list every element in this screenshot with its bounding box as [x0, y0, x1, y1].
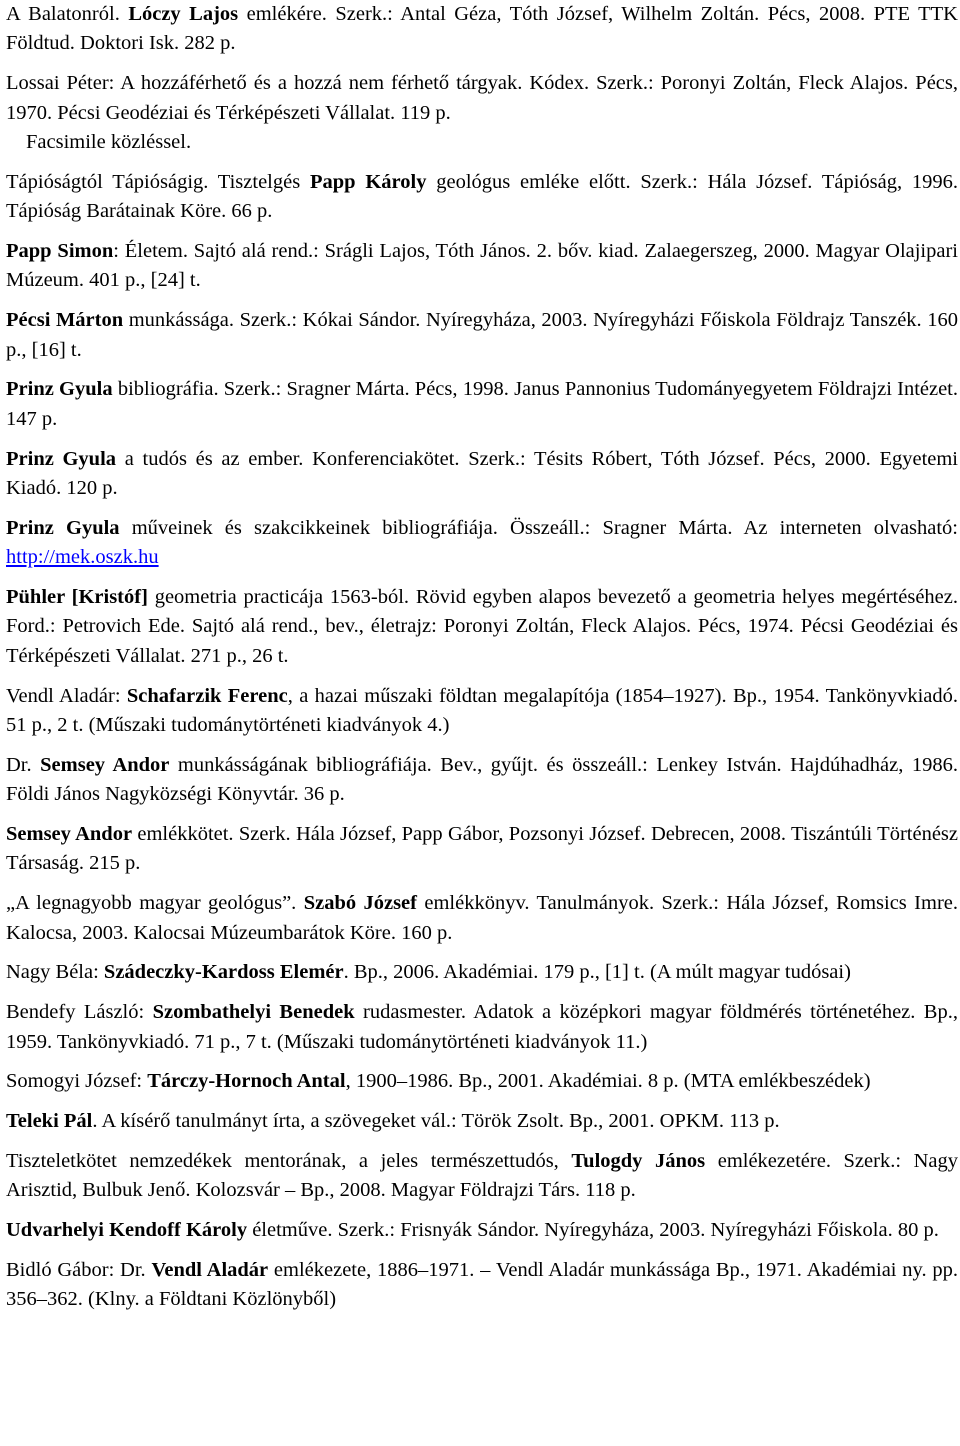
- entry-text: a tudós és az ember. Konferenciakötet. Szerk.: Tésits Róbert, Tóth József. Pécs, 2000. Egyetemi Kiadó. 120 p.: [6, 447, 959, 500]
- subject-name: Udvarhelyi Kendoff Károly: [6, 1219, 248, 1242]
- entry-text: emlékkönyv. Tanulmányok. Szerk.: Hála József, Romsics Imre. Kalocsa, 2003. Kalocsai Múzeumbarátok Köre. 160 p.: [6, 892, 958, 944]
- subject-name: Prinz Gyula: [6, 378, 113, 401]
- bibliography-entry: [6, 958, 958, 987]
- entry-text: , a hazai műszaki földtan megalapítója (1854–1927). Bp., 1954. Tankönyvkiadó. 51 p., 2 t. (Műszaki tudománytörténeti kiadványok 4.): [6, 684, 958, 737]
- bibliography-entry: [6, 168, 958, 227]
- entry-text: „A legnagyobb magyar geológus”.: [6, 892, 304, 915]
- entry-text: Bendefy László:: [6, 1001, 153, 1024]
- url-link[interactable]: http://mek.oszk.hu: [6, 546, 159, 569]
- entry-text: : Életem. Sajtó alá rend.: Srágli Lajos, Tóth János. 2. bőv. kiad. Zalaegerszeg, 2000. Magyar Olajipari Múzeum. 401 p., [24] t.: [6, 240, 959, 292]
- entry-text: életműve. Szerk.: Frisnyák Sándor. Nyíregyháza, 2003. Nyíregyházi Főiskola. 80 p.: [247, 1219, 939, 1242]
- entry-text: , 1900–1986. Bp., 2001. Akadémiai. 8 p. (MTA emlékbeszédek): [345, 1070, 871, 1093]
- bibliography-entry: [6, 682, 958, 741]
- entry-text: Bidló Gábor: Dr.: [6, 1259, 152, 1282]
- entry-text: . A kísérő tanulmányt írta, a szövegeket vál.: Török Zsolt. Bp., 2001. OPKM. 113 p.: [92, 1110, 780, 1133]
- subject-name: Semsey Andor: [40, 753, 170, 776]
- entry-text: Vendl Aladár:: [6, 684, 127, 707]
- bibliography-entry: [6, 1256, 958, 1315]
- bibliography-entry: [6, 237, 958, 296]
- entry-text: geológus emléke előtt. Szerk.: Hála József. Tápióság, 1996. Tápióság Barátainak Köre. 66 p.: [6, 170, 959, 223]
- entry-text: Somogyi József:: [6, 1070, 148, 1093]
- entry-text: emlékére. Szerk.: Antal Géza, Tóth József, Wilhelm Zoltán. Pécs, 2008. PTE TTK Földtud. Doktori Isk. 282 p.: [6, 3, 958, 55]
- bibliography-entry: [6, 69, 958, 157]
- subject-name: Papp Károly: [309, 170, 427, 193]
- subject-name: Schafarzik Ferenc: [126, 684, 288, 707]
- bibliography-list: [6, 0, 958, 1325]
- bibliography-entry: [6, 375, 958, 434]
- bibliography-entry: [6, 0, 958, 59]
- entry-text: Tiszteletkötet nemzedékek mentorának, a jeles természettudós,: [6, 1150, 572, 1173]
- bibliography-entry: [6, 1067, 958, 1096]
- bibliography-entry: [6, 889, 958, 948]
- subject-name: Vendl Aladár: [151, 1259, 269, 1282]
- subject-name: Szombathelyi Benedek: [152, 1001, 355, 1024]
- subject-name: Pécsi Márton: [6, 309, 124, 332]
- subject-name: Papp Simon: [6, 240, 114, 263]
- bibliography-entry: [6, 514, 958, 573]
- entry-text: bibliográfia. Szerk.: Sragner Márta. Pécs, 1998. Janus Pannonius Tudományegyetem Földrajzi Intézet. 147 p.: [6, 378, 959, 430]
- bibliography-entry: [6, 1107, 958, 1136]
- subject-name: Prinz Gyula: [6, 516, 120, 539]
- subject-name: Semsey Andor: [6, 823, 133, 846]
- subject-name: Tárczy-Hornoch Antal: [147, 1070, 346, 1093]
- bibliography-entry: [6, 820, 958, 879]
- subject-name: Tulogdy János: [571, 1150, 706, 1173]
- entry-text: Nagy Béla:: [6, 961, 104, 984]
- bibliography-entry: [6, 1147, 958, 1206]
- entry-text: Tápióságtól Tápióságig. Tisztelgés: [6, 170, 310, 193]
- bibliography-entry: [6, 998, 958, 1057]
- bibliography-entry: [6, 445, 958, 504]
- entry-text: műveinek és szakcikkeinek bibliográfiája. Összeáll.: Sragner Márta. Az interneten olvasható:: [119, 516, 959, 539]
- entry-text: munkássága. Szerk.: Kókai Sándor. Nyíregyháza, 2003. Nyíregyházi Főiskola Földrajz Tanszék. 160 p., [16] t.: [6, 309, 958, 361]
- entry-text: rudasmester. Adatok a középkori magyar földmérés történetéhez. Bp., 1959. Tankönyvkiadó. 71 p., 7 t. (Műszaki tudománytörténeti kiadványok 11.): [6, 1001, 958, 1053]
- bibliography-entry: [6, 583, 958, 671]
- bibliography-entry: [6, 306, 958, 365]
- entry-text: . Bp., 2006. Akadémiai. 179 p., [1] t. (A múlt magyar tudósai): [343, 961, 851, 984]
- subject-name: Szádeczky-Kardoss Elemér: [103, 961, 344, 984]
- entry-text: geometria practicája 1563-ból. Rövid egyben alapos bevezető a geometria helyes megértéséhez. Ford.: Petrovich Ede. Sajtó alá rend., bev., életrajz: Poronyi Zoltán, Fleck Alajos. Pécs, 1974. Pécsi Geodéziai és Térképészeti Vállalat. 271 p., 26 t.: [6, 586, 959, 667]
- entry-text: emlékezetére. Szerk.: Nagy Arisztid, Bulbuk Jenő. Kolozsvár – Bp., 2008. Magyar Földrajzi Társ. 118 p.: [6, 1150, 958, 1202]
- entry-text: Lossai Péter: A hozzáférhető és a hozzá nem férhető tárgyak. Kódex. Szerk.: Poronyi Zoltán, Fleck Alajos. Pécs, 1970. Pécsi Geodéziai és Térképészeti Vállalat. 119 p.: [6, 72, 958, 124]
- subject-name: Lóczy Lajos: [128, 3, 239, 25]
- entry-text: Dr.: [6, 753, 41, 776]
- entry-text: A Balatonról.: [6, 3, 129, 25]
- subject-name: Szabó József: [303, 892, 417, 915]
- subject-name: Teleki Pál: [6, 1110, 93, 1133]
- entry-note: Facsimile közléssel.: [26, 131, 192, 154]
- bibliography-entry: [6, 751, 958, 810]
- bibliography-entry: [6, 1216, 958, 1245]
- entry-text: emlékkötet. Szerk. Hála József, Papp Gábor, Pozsonyi József. Debrecen, 2008. Tiszántúli Történész Társaság. 215 p.: [6, 823, 959, 875]
- entry-text: emlékezete, 1886–1971. – Vendl Aladár munkássága Bp., 1971. Akadémiai ny. pp. 356–362. (Klny. a Földtani Közlönyből): [6, 1259, 958, 1311]
- subject-name: Prinz Gyula: [6, 447, 117, 470]
- subject-name: Pühler [Kristóf]: [6, 586, 148, 609]
- entry-text: munkásságának bibliográfiája. Bev., gyűjt. és összeáll.: Lenkey István. Hajdúhadház, 1986. Földi János Nagyközségi Könyvtár. 36 p.: [6, 753, 959, 806]
